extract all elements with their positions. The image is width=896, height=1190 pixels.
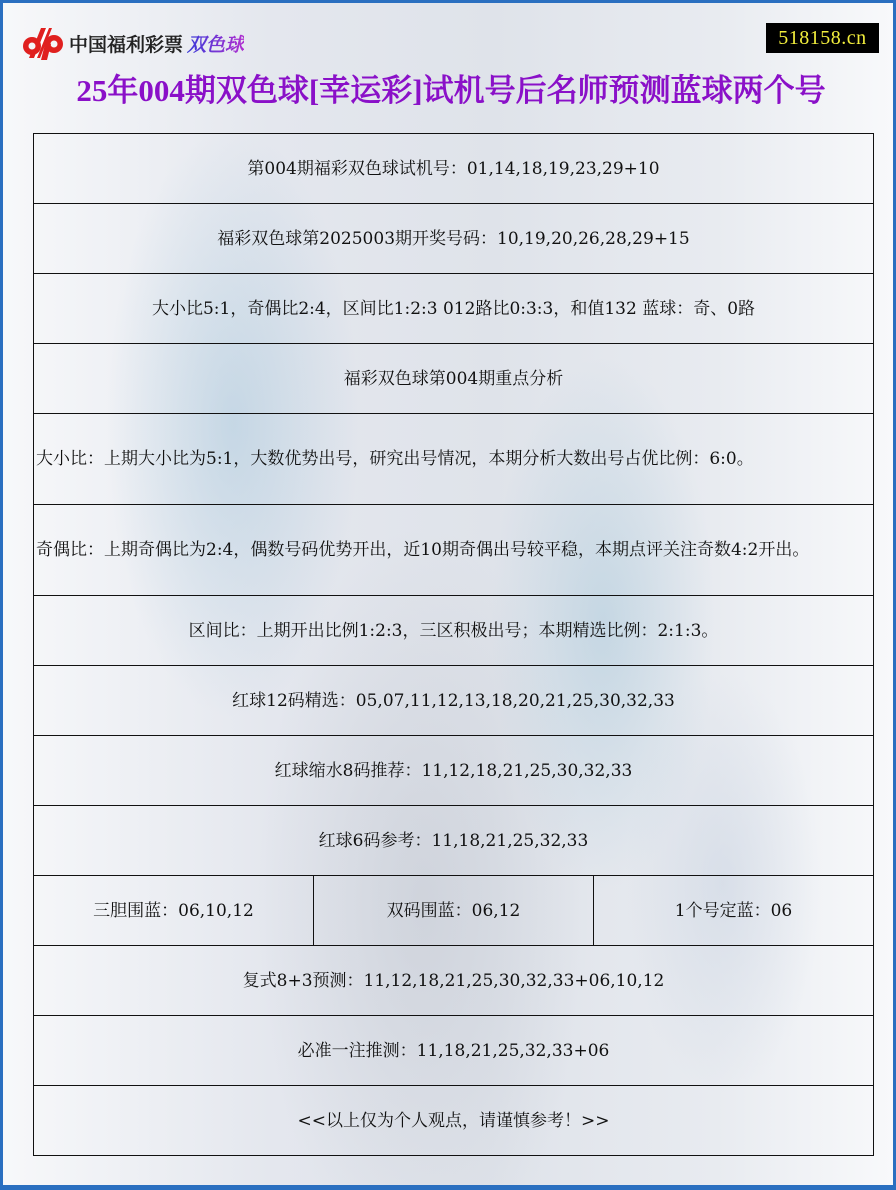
table-row [34,1016,874,1086]
site-badge[interactable]: 518158.cn [766,23,879,53]
red-8-picks-cell: 红球缩水8码推荐：11,12,18,21,25,30,32,33 [34,736,874,806]
previous-draw-cell: 福彩双色球第2025003期开奖号码：10,19,20,26,28,29+15 [34,204,874,274]
table-row [34,274,874,344]
compound-8-3-cell: 复式8+3预测：11,12,18,21,25,30,32,33+06,10,12 [34,946,874,1016]
zone-ratio-analysis-cell: 区间比：上期开出比例1:2:3，三区积极出号；本期精选比例：2:1:3。 [34,596,874,666]
analysis-heading-cell: 福彩双色球第004期重点分析 [34,344,874,414]
disclaimer-cell: <<以上仅为个人观点，请谨慎参考！>> [34,1086,874,1156]
prediction-table [33,133,874,1156]
odd-even-analysis-cell: 奇偶比：上期奇偶比为2:4，偶数号码优势开出，近10期奇偶出号较平稳，本期点评关注奇数4:2开出。 [34,505,874,596]
red-12-picks-cell: 红球12码精选：05,07,11,12,13,18,20,21,25,30,32,33 [34,666,874,736]
table-row [34,666,874,736]
table-row [34,876,874,946]
table-row [34,596,874,666]
table-row [34,1086,874,1156]
page-title: 25年004期双色球[幸运彩]试机号后名师预测蓝球两个号 [76,73,826,108]
cwl-logo-icon [21,24,65,62]
size-ratio-analysis-cell: 大小比：上期大小比为5:1，大数优势出号，研究出号情况，本期分析大数出号占优比例：6:0。 [34,414,874,505]
blue-three-picks-cell: 三胆围蓝：06,10,12 [34,876,314,946]
table-row [34,414,874,505]
table-row [34,134,874,204]
table-row [34,344,874,414]
table-row [34,505,874,596]
trial-numbers-cell: 第004期福彩双色球试机号：01,14,18,19,23,29+10 [34,134,874,204]
table-row [34,946,874,1016]
single-bet-cell: 必准一注推测：11,18,21,25,32,33+06 [34,1016,874,1086]
table-row [34,806,874,876]
table-row [34,204,874,274]
blue-one-pick-cell: 1个号定蓝：06 [594,876,874,946]
blue-two-picks-cell: 双码围蓝：06,12 [314,876,594,946]
table-row [34,736,874,806]
ratio-summary-cell: 大小比5:1，奇偶比2:4，区间比1:2:3 012路比0:3:3，和值132 蓝球：奇、0路 [34,274,874,344]
logo-text-product: 双色球 [187,30,244,57]
logo-text-main: 中国福利彩票 [69,33,184,56]
red-6-picks-cell: 红球6码参考：11,18,21,25,32,33 [34,806,874,876]
cwl-logo [21,23,244,63]
